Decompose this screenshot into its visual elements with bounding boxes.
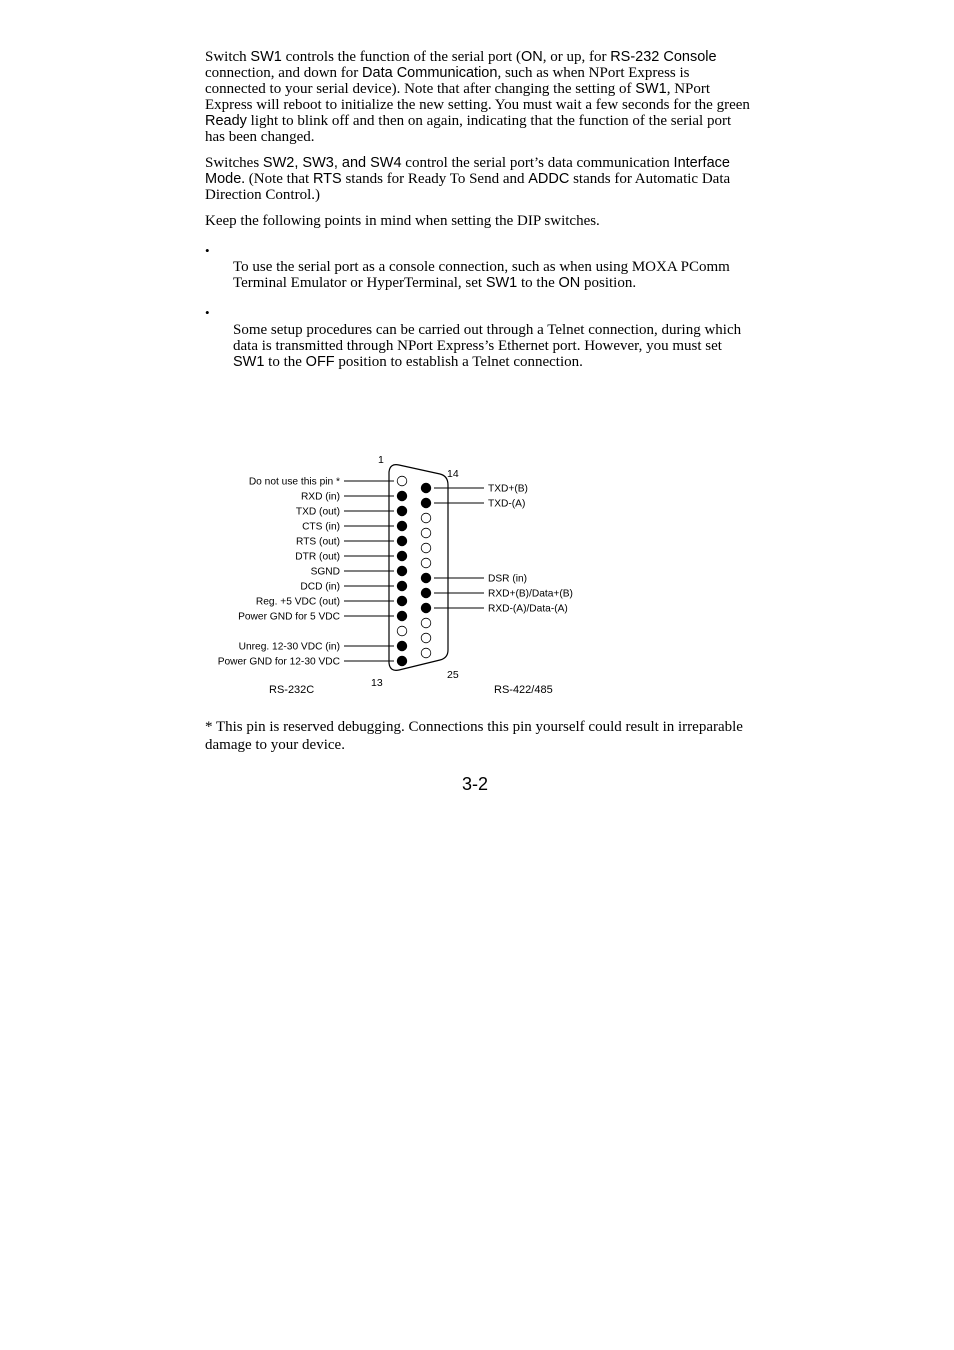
pin-4 (397, 521, 407, 531)
keyword-switches: SW2, SW3, and SW4 (262, 155, 402, 171)
keyword-data-communication: Data Communication (362, 65, 498, 81)
keyword-sw1: SW1 (250, 49, 282, 65)
pin-15 (421, 498, 431, 508)
text: light to blink off and then on again, indicating that the function of the serial port has been changed. (205, 113, 732, 145)
text: connection, and down for (205, 65, 363, 81)
signal-label: Do not use this pin * (248, 476, 340, 488)
keyword-sw1: SW1 (233, 354, 265, 370)
pin-5 (397, 536, 407, 546)
keyword-off: OFF (305, 354, 335, 370)
keyword-sw1: SW1 (635, 81, 667, 97)
text: stands for Automatic Data Direction Control.) (205, 171, 731, 203)
pin-label-25: 25 (447, 669, 459, 681)
bullet-marker: • (205, 305, 210, 320)
text: Some setup procedures can be carried out through a Telnet connection, during which data is transmitted through NPort Express’s Ethernet port. However, you must set (233, 322, 742, 354)
text: , such as when NPort Express is connected to your serial device). Note that after changing the setting of (205, 65, 690, 97)
text: , NPort Express will reboot to initialize the new setting. You must wait a few seconds for the green (205, 81, 750, 113)
text: Switches (205, 155, 263, 171)
signal-label: RTS (out) (296, 536, 340, 548)
pin-17 (421, 528, 431, 538)
signal-label: CTS (in) (302, 521, 340, 533)
text: . (Note that (241, 171, 313, 187)
pin-14 (421, 483, 431, 493)
signal-label: SGND (310, 566, 340, 578)
keyword-sw1: SW1 (485, 275, 518, 291)
pin-7 (397, 566, 407, 576)
text: Switch (205, 49, 251, 65)
text: to the (264, 354, 306, 370)
pin-label-1: 1 (378, 454, 384, 466)
text: stands for Ready To Send and (341, 171, 529, 187)
signal-label: RXD+(B)/Data+(B) (488, 588, 573, 600)
signal-label: TXD-(A) (488, 498, 526, 510)
pin-19 (421, 558, 431, 568)
pin-label-13: 13 (371, 677, 383, 689)
signal-label: Power GND for 5 VDC (238, 611, 340, 623)
signal-label: TXD+(B) (488, 483, 528, 495)
pin-2 (397, 491, 407, 501)
pin-20 (421, 573, 431, 583)
pin-23 (421, 618, 431, 628)
text: position to establish a Telnet connection. (334, 354, 583, 370)
keyword-rs232-console: RS-232 Console (610, 49, 717, 65)
pin-6 (397, 551, 407, 561)
pin-24 (421, 633, 431, 643)
pin-3 (397, 506, 407, 516)
signal-label: RXD (in) (300, 491, 340, 503)
signal-label: Power GND for 12-30 VDC (217, 656, 340, 668)
signal-label: DCD (in) (300, 581, 340, 593)
pin-12 (397, 641, 407, 651)
pin-22 (421, 603, 431, 613)
pin-10 (397, 611, 407, 621)
signal-label: Reg. +5 VDC (out) (255, 596, 340, 608)
keyword-interface-mode: Interface Mode (205, 155, 730, 187)
pin-16 (421, 513, 431, 523)
text: , or up, for (542, 49, 611, 65)
pin-25 (421, 648, 431, 658)
page-number: 3-2 (462, 774, 489, 794)
text: controls the function of the serial port ( (281, 49, 521, 65)
bullet-marker: • (205, 243, 210, 258)
text: to the (517, 275, 559, 291)
caption-rs422-485: RS-422/485 (494, 684, 553, 696)
paragraph-keep-in-mind: Keep the following points in mind when setting the DIP switches. (205, 213, 600, 229)
signal-label: DSR (in) (488, 573, 528, 585)
text: To use the serial port as a console connection, such as when using MOXA PComm Terminal Emulator or HyperTerminal, set (233, 259, 730, 291)
keyword-addc: ADDC (528, 171, 570, 187)
signal-label: RXD-(A)/Data-(A) (488, 603, 568, 615)
keyword-on: ON (520, 49, 543, 65)
pin-13 (397, 656, 407, 666)
pin-9 (397, 596, 407, 606)
pin-18 (421, 543, 431, 553)
text: control the serial port’s data communication (401, 155, 674, 171)
pin-21 (421, 588, 431, 598)
pin-8 (397, 581, 407, 591)
pin-11 (397, 626, 407, 636)
signal-label: DTR (out) (295, 551, 340, 563)
keyword-ready: Ready (205, 113, 247, 129)
signal-label: TXD (out) (295, 506, 340, 518)
keyword-on: ON (558, 275, 581, 291)
pin-1 (397, 476, 407, 486)
signal-label: Unreg. 12-30 VDC (in) (238, 641, 340, 653)
keyword-rts: RTS (312, 171, 342, 187)
text: position. (580, 275, 637, 291)
footnote: * This pin is reserved debugging. Connections this pin yourself could result in irreparable damage to your device. (205, 719, 743, 753)
pin-label-14: 14 (447, 468, 459, 480)
caption-rs232c: RS-232C (269, 684, 315, 696)
